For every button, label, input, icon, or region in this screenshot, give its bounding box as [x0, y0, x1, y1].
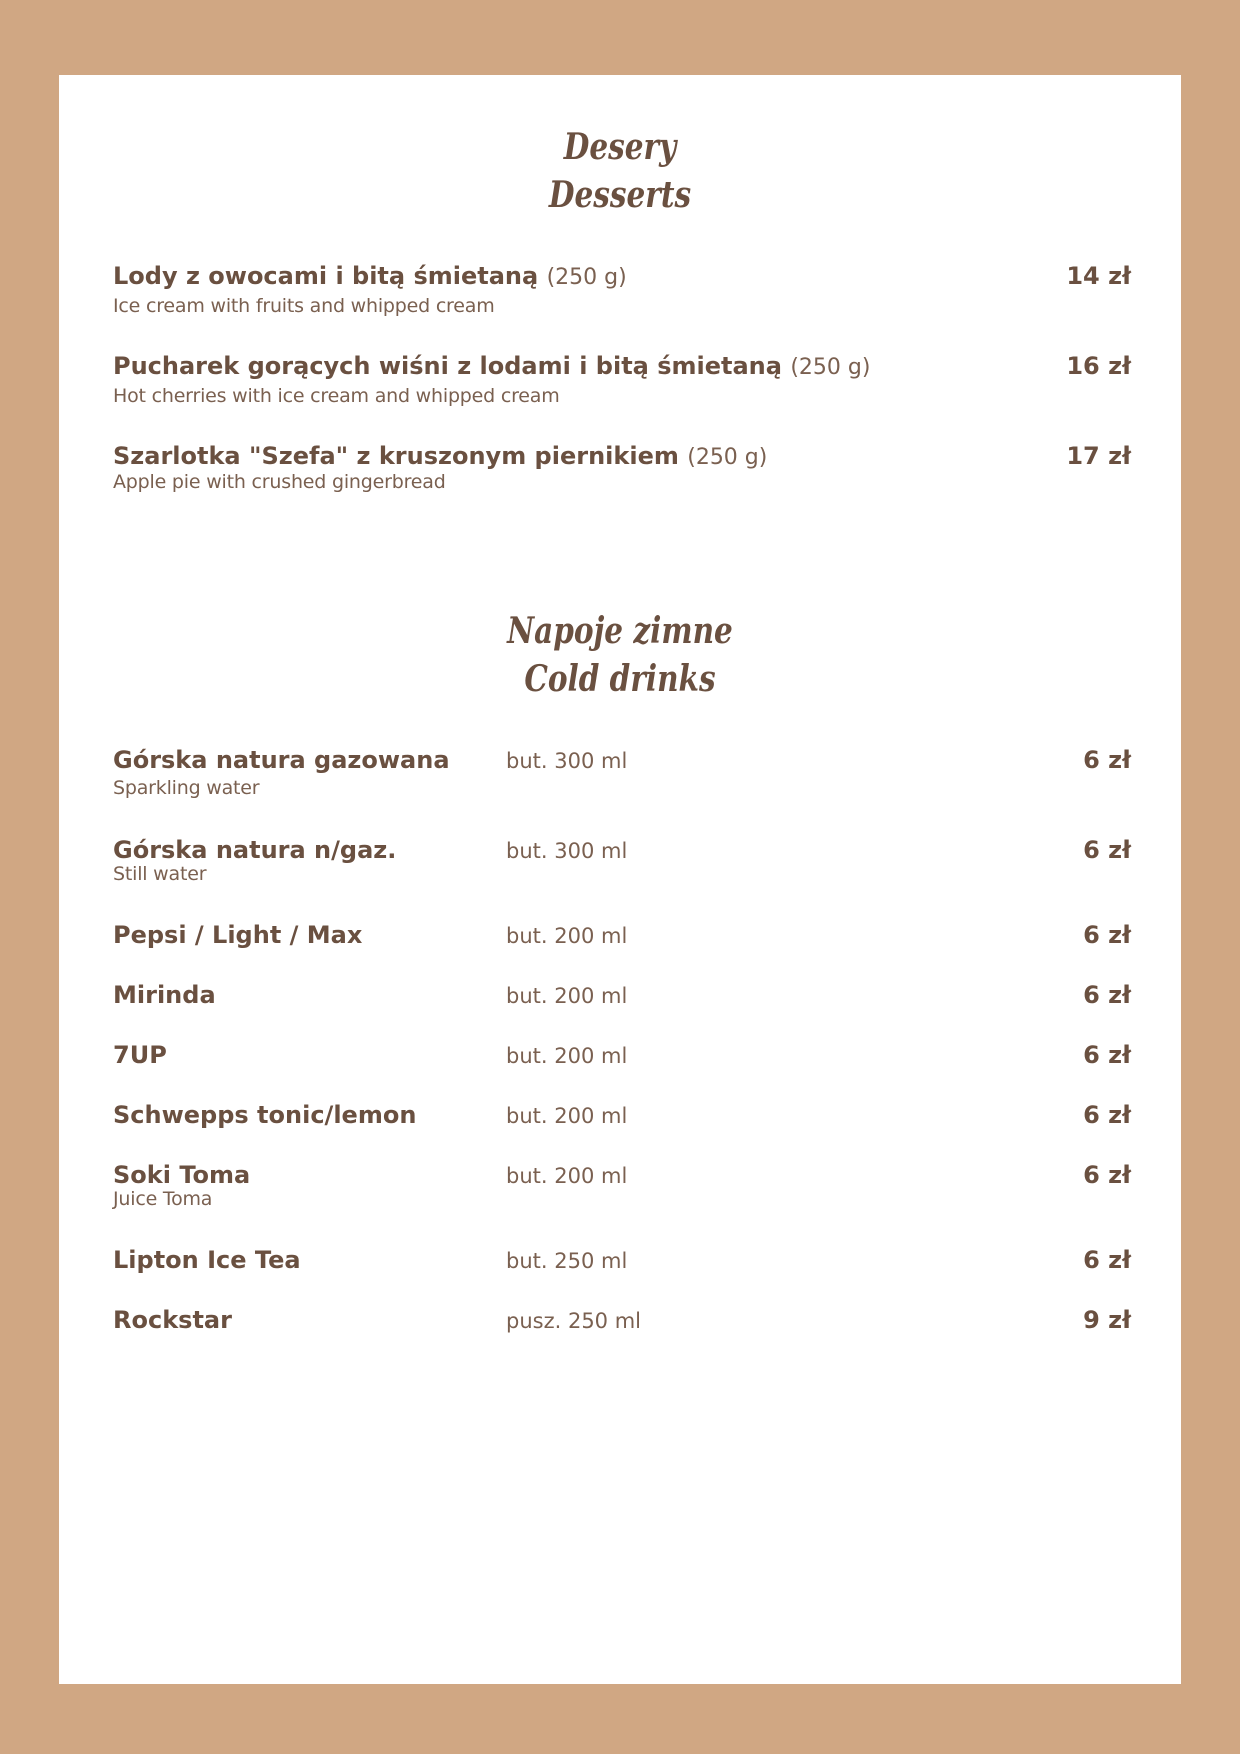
item-price: 6 zł	[1083, 1101, 1131, 1129]
item-name: Lipton Ice Tea	[113, 1246, 301, 1274]
item-volume: but. 300 ml	[506, 749, 628, 773]
item-name: Pepsi / Light / Max	[113, 921, 363, 949]
desserts-title-pl: Desery	[563, 126, 677, 168]
item-volume: pusz. 250 ml	[506, 1309, 642, 1333]
drinks-title-pl: Napoje zimne	[507, 610, 733, 652]
item-price: 14 zł	[1066, 262, 1131, 290]
item-description: Still water	[113, 863, 207, 885]
item-description: Apple pie with crushed gingerbread	[113, 471, 446, 493]
item-price: 6 zł	[1083, 1246, 1131, 1274]
item-price: 16 zł	[1066, 352, 1131, 380]
item-price: 6 zł	[1083, 921, 1131, 949]
item-name: Soki Toma	[113, 1161, 251, 1189]
item-description: Ice cream with fruits and whipped cream	[113, 295, 495, 317]
item-volume: but. 200 ml	[506, 1164, 628, 1188]
menu-item	[113, 261, 1163, 319]
item-volume: but. 200 ml	[506, 984, 628, 1008]
drink-item	[113, 1305, 1163, 1335]
desserts-title-en: Desserts	[548, 174, 692, 216]
drink-item	[113, 980, 1163, 1010]
drink-item	[113, 920, 1163, 950]
item-description: Hot cherries with ice cream and whipped cream	[113, 385, 560, 407]
drink-item	[113, 1100, 1163, 1130]
item-price: 6 zł	[1083, 1041, 1131, 1069]
item-volume: but. 250 ml	[506, 1249, 628, 1273]
item-name: Lody z owocami i bitą śmietaną	[113, 262, 539, 290]
menu-item	[113, 351, 1163, 409]
drink-item	[113, 835, 1163, 887]
item-name: Szarlotka "Szefa" z kruszonym piernikiem	[113, 442, 679, 470]
item-price: 17 zł	[1066, 442, 1131, 470]
menu-item	[113, 441, 1163, 495]
item-name: Schwepps tonic/lemon	[113, 1101, 417, 1129]
item-name: 7UP	[113, 1041, 167, 1069]
item-name: Rockstar	[113, 1306, 232, 1334]
item-weight: (250 g)	[687, 445, 768, 470]
item-price: 6 zł	[1083, 1161, 1131, 1189]
item-volume: but. 200 ml	[506, 1104, 628, 1128]
drink-item	[113, 745, 1163, 801]
item-name: Górska natura n/gaz.	[113, 836, 397, 864]
item-name: Górska natura gazowana	[113, 746, 450, 774]
item-price: 6 zł	[1083, 746, 1131, 774]
drink-item	[113, 1245, 1163, 1275]
drink-item	[113, 1160, 1163, 1212]
drink-item	[113, 1040, 1163, 1070]
item-price: 6 zł	[1083, 981, 1131, 1009]
item-weight: (250 g)	[546, 265, 627, 290]
menu-page	[59, 75, 1181, 1684]
item-description: Sparkling water	[113, 777, 260, 799]
item-volume: but. 200 ml	[506, 1044, 628, 1068]
item-weight: (250 g)	[790, 355, 871, 380]
item-price: 9 zł	[1083, 1306, 1131, 1334]
item-volume: but. 300 ml	[506, 839, 628, 863]
item-name: Pucharek gorących wiśni z lodami i bitą śmietaną	[113, 352, 782, 380]
item-price: 6 zł	[1083, 836, 1131, 864]
drinks-title-en: Cold drinks	[524, 658, 716, 700]
item-name: Mirinda	[113, 981, 216, 1009]
item-description: Juice Toma	[113, 1188, 213, 1210]
item-volume: but. 200 ml	[506, 924, 628, 948]
